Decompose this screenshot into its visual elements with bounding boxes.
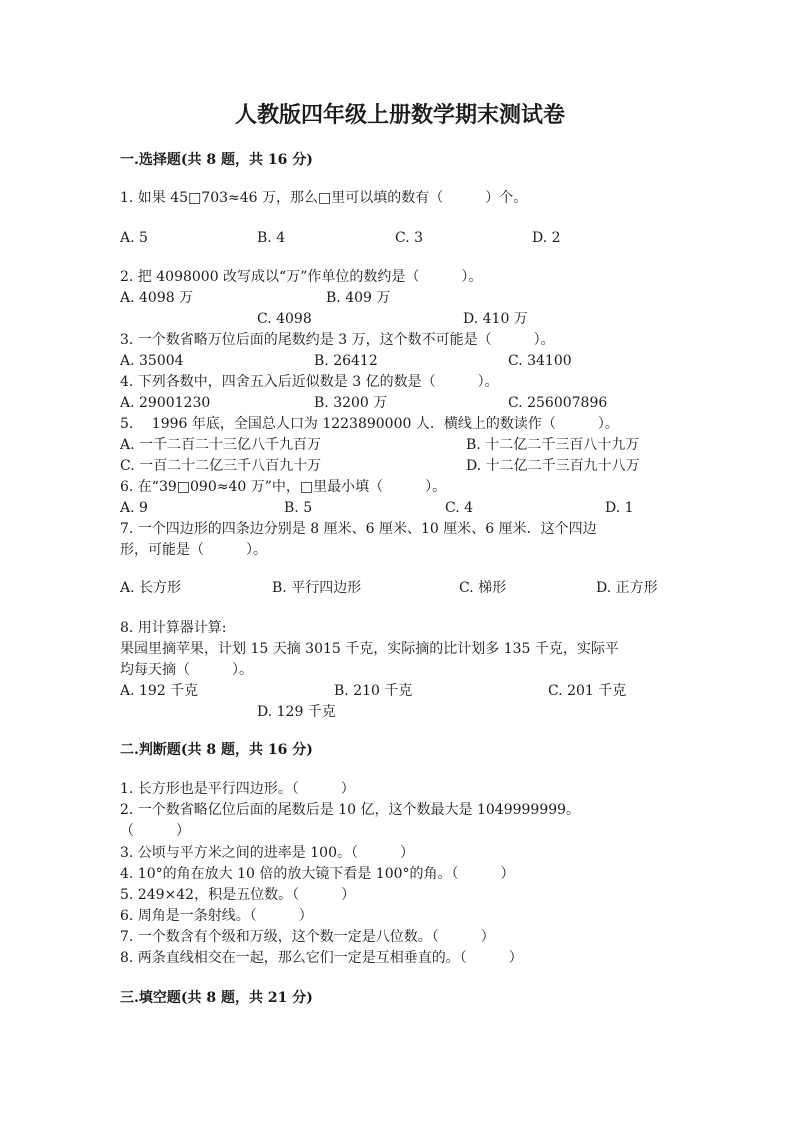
option-b: B. 210 千克 [334, 683, 413, 699]
list-item: 4. 10°的角在放大 10 倍的放大镜下看是 100°的角。（ ） [120, 866, 515, 882]
question-stem: 均每天摘（ ）。 [120, 662, 253, 678]
list-item: 6. 周角是一条射线。（ ） [120, 908, 313, 924]
question-stem: 3. 一个数省略万位后面的尾数约是 3 万，这个数不可能是（ ）。 [120, 332, 555, 348]
option-d: D. 410 万 [463, 311, 528, 327]
option-a: A. 35004 [120, 353, 184, 369]
list-item: （ ） [120, 823, 190, 839]
list-item: 1. 长方形也是平行四边形。（ ） [120, 781, 355, 797]
option-c: C. 4 [445, 500, 474, 516]
option-b: B. 5 [284, 500, 313, 516]
page-title: 人教版四年级上册数学期末测试卷 [234, 102, 565, 128]
section-heading-choice: 一.选择题(共 8 题，共 16 分) [120, 152, 313, 168]
list-item: 5. 249×42，积是五位数。（ ） [120, 887, 356, 903]
option-a: A. 29001230 [120, 395, 211, 411]
question-stem: 5. 1996 年底，全国总人口为 1223890000 人．横线上的数读作（ ）。 [120, 416, 619, 432]
question-stem: 形，可能是（ ）。 [120, 542, 267, 558]
option-b: B. 26412 [314, 353, 378, 369]
option-c: C. 34100 [508, 353, 572, 369]
list-item: 7. 一个数含有个级和万级，这个数一定是八位数。（ ） [120, 929, 495, 945]
option-b: B. 3200 万 [314, 395, 388, 411]
option-d: D. 正方形 [596, 580, 658, 596]
option-b: B. 409 万 [326, 290, 391, 306]
option-d: D. 129 千克 [257, 704, 336, 720]
option-a: A. 一千二百二十三亿八千九百万 [120, 437, 322, 453]
option-d: D. 1 [605, 500, 634, 516]
option-a: A. 192 千克 [120, 683, 199, 699]
list-item: 8. 两条直线相交在一起，那么它们一定是互相垂直的。（ ） [120, 950, 523, 966]
option-c: C. 201 千克 [548, 683, 627, 699]
option-d: D. 十二亿二千三百九十八万 [466, 458, 640, 474]
list-item: 3. 公顷与平方米之间的进率是 100。（ ） [120, 845, 414, 861]
option-c: C. 4098 [257, 311, 312, 327]
option-c: C. 3 [395, 230, 424, 246]
option-b: B. 平行四边形 [272, 580, 362, 596]
option-c: C. 一百二十二亿三千八百九十万 [120, 458, 322, 474]
question-stem: 2. 把 4098000 改写成以“万”作单位的数约是（ ）。 [120, 269, 483, 285]
option-a: A. 5 [120, 230, 148, 246]
option-c: C. 256007896 [508, 395, 608, 411]
option-c: C. 梯形 [459, 580, 507, 596]
option-a: A. 长方形 [120, 580, 182, 596]
question-stem: 果园里摘苹果，计划 15 天摘 3015 千克，实际摘的比计划多 135 千克，实际平 [120, 641, 619, 657]
option-b: B. 4 [257, 230, 286, 246]
question-stem: 8. 用计算器计算: [120, 620, 227, 636]
option-a: A. 4098 万 [120, 290, 194, 306]
question-stem: 1. 如果 45□703≈46 万，那么□里可以填的数有（ ）个。 [120, 190, 528, 206]
section-heading-fill: 三.填空题(共 8 题，共 21 分) [120, 990, 313, 1006]
list-item: 2. 一个数省略亿位后面的尾数后是 10 亿，这个数最大是 1049999999。 [120, 802, 581, 818]
option-a: A. 9 [120, 500, 148, 516]
option-d: D. 2 [532, 230, 561, 246]
question-stem: 4. 下列各数中，四舍五入后近似数是 3 亿的数是（ ）。 [120, 374, 499, 390]
question-stem: 7. 一个四边形的四条边分别是 8 厘米、6 厘米、10 厘米、6 厘米．这个四边 [120, 521, 597, 537]
option-b: B. 十二亿二千三百八十九万 [466, 437, 640, 453]
question-stem: 6. 在“39□090≈40 万”中，□里最小填（ ）。 [120, 479, 447, 495]
section-heading-judge: 二.判断题(共 8 题，共 16 分) [120, 742, 313, 758]
